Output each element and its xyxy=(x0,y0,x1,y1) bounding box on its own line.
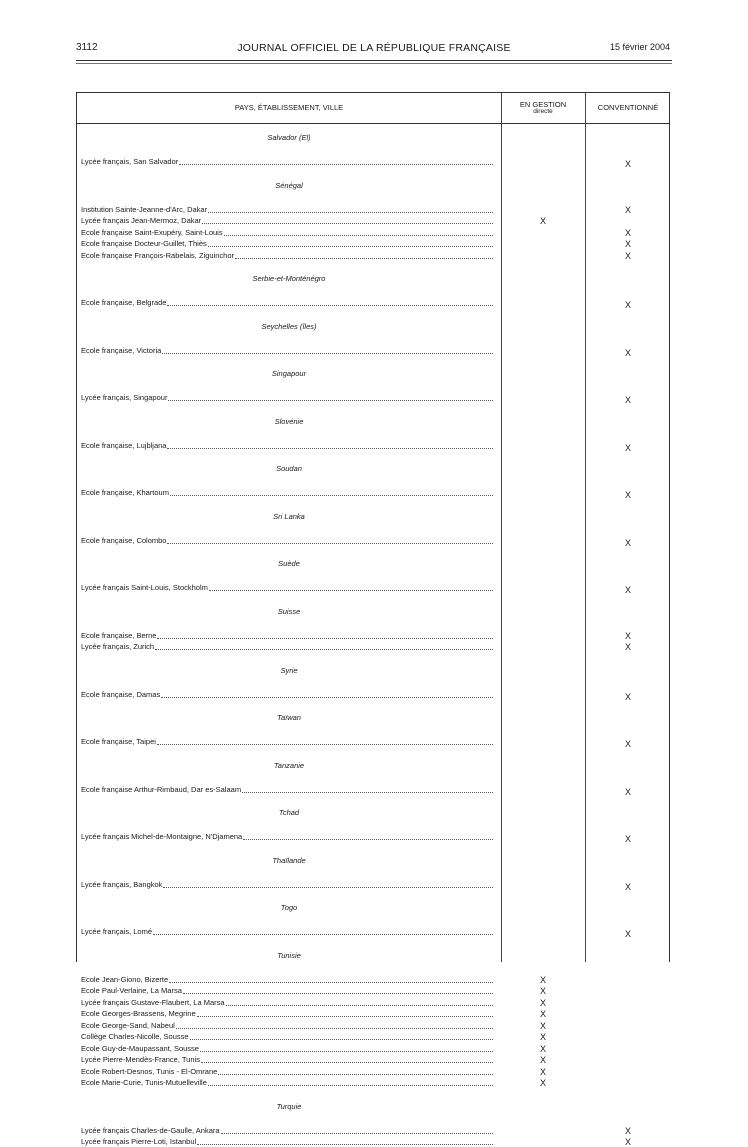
gestion-directe-mark: X xyxy=(539,216,546,226)
dot-leader xyxy=(162,353,493,354)
establishment-row xyxy=(81,345,493,356)
dot-leader xyxy=(179,164,493,165)
conventionne-mark: X xyxy=(624,300,631,310)
dot-leader xyxy=(209,590,493,591)
establishment-name: Ecole Marie-Curie, Tunis-Mutuelleville xyxy=(81,1078,207,1087)
establishment-row xyxy=(81,440,493,451)
country-heading: Taïwan xyxy=(277,713,301,722)
establishment-row xyxy=(81,215,493,226)
establishment-row xyxy=(81,1136,493,1147)
dot-leader xyxy=(201,1062,493,1063)
establishment-row xyxy=(81,156,493,167)
dot-leader xyxy=(208,246,493,247)
country-heading: Tanzanie xyxy=(273,760,305,770)
dot-leader xyxy=(202,223,493,224)
establishment-row xyxy=(81,1125,493,1136)
establishment-name: Ecole française, Lujbljana xyxy=(81,440,167,450)
establishment-name: Ecole française, Damas xyxy=(81,689,161,699)
dot-leader xyxy=(157,638,493,639)
conventionne-mark: X xyxy=(624,442,631,453)
establishment-row xyxy=(81,392,493,403)
conventionne-mark: X xyxy=(624,834,631,844)
establishment-name: Lycée français Saint-Louis, Stockholm xyxy=(81,583,208,592)
dot-leader xyxy=(235,258,493,259)
conventionne-mark: X xyxy=(624,239,631,249)
page-number: 3112 xyxy=(76,42,98,53)
establishment-name: Ecole Georges-Brassens, Megrine xyxy=(81,1009,196,1018)
dot-leader xyxy=(226,1005,493,1006)
header-rule xyxy=(76,60,672,61)
establishment-row xyxy=(81,974,493,985)
dot-leader xyxy=(157,744,493,745)
dot-leader xyxy=(161,697,493,698)
establishment-row xyxy=(81,630,493,641)
establishment-row xyxy=(81,204,493,215)
dot-leader xyxy=(167,543,493,544)
country-heading: Slovénie xyxy=(274,416,304,426)
dot-leader xyxy=(242,792,493,793)
establishment-name: Ecole française, Victoria xyxy=(81,345,162,355)
establishment-name: Lycée français, Zurich xyxy=(81,642,155,651)
establishment-name: Lycée français Jean-Mermoz, Dakar xyxy=(81,216,202,225)
column-header-conventionne: CONVENTIONNÉ xyxy=(597,103,659,113)
gestion-directe-mark: X xyxy=(539,1009,546,1019)
establishment-row xyxy=(81,985,493,996)
gestion-directe-mark: X xyxy=(539,974,546,985)
establishment-row xyxy=(81,582,493,593)
establishment-name: Lycée français, Singapour xyxy=(81,393,168,402)
dot-leader xyxy=(163,887,493,888)
establishment-name: Ecole Jean-Giono, Bizerte xyxy=(81,974,169,984)
gestion-directe-mark: X xyxy=(539,986,546,996)
establishment-row xyxy=(81,1077,493,1088)
conventionne-mark: X xyxy=(624,929,631,939)
establishment-name: Ecole française François-Rabelais, Ziguinchor xyxy=(81,250,234,260)
gestion-directe-mark: X xyxy=(539,1020,546,1031)
country-heading: Tunisie xyxy=(277,950,301,960)
gestion-directe-mark: X xyxy=(539,1055,546,1065)
establishment-name: Ecole Guy-de-Maupassant, Sousse xyxy=(81,1043,199,1053)
country-heading: Tchad xyxy=(278,808,300,817)
establishment-name: Lycée Pierre-Mendès-France, Tunis xyxy=(81,1055,200,1064)
establishment-row xyxy=(81,736,493,747)
country-heading: Suisse xyxy=(277,606,301,616)
dot-leader xyxy=(167,305,493,306)
column-header-gestion xyxy=(501,93,585,123)
country-heading: Turquie xyxy=(276,1101,302,1111)
country-heading: Sri Lanka xyxy=(273,511,305,521)
conventionne-mark: X xyxy=(624,1137,631,1147)
country-heading: Seychelles (îles) xyxy=(261,321,317,331)
conventionne-mark: X xyxy=(624,630,631,641)
conventionne-mark: X xyxy=(624,881,631,892)
country-heading: Thaïlande xyxy=(272,855,306,865)
country-heading: Salvador (El) xyxy=(267,133,311,142)
dot-leader xyxy=(221,1133,493,1134)
country-heading: Suède xyxy=(278,559,300,568)
conventionne-mark: X xyxy=(624,537,631,548)
dot-leader xyxy=(169,982,493,983)
header-rule-secondary xyxy=(76,63,672,64)
establishment-name: Institution Sainte-Jeanne-d'Arc, Dakar xyxy=(81,204,208,214)
establishment-name: Ecole française, Khartoum xyxy=(81,488,169,497)
journal-title: JOURNAL OFFICIEL DE LA RÉPUBLIQUE FRANÇAISE xyxy=(237,42,511,54)
country-heading: Serbie-et-Monténégro xyxy=(252,274,326,283)
column-divider-gestion xyxy=(501,93,502,962)
column-divider-conventionne xyxy=(585,93,586,962)
conventionne-mark: X xyxy=(624,204,631,215)
establishment-row xyxy=(81,227,493,238)
conventionne-mark: X xyxy=(624,585,631,595)
column-header-gestion-line2: directe xyxy=(533,107,553,115)
establishment-name: Lycée français Michel-de-Montaigne, N'Djamena xyxy=(81,832,243,841)
table-header-row xyxy=(77,93,669,124)
establishment-row xyxy=(81,250,493,261)
conventionne-mark: X xyxy=(624,739,631,749)
dot-leader xyxy=(155,649,493,650)
establishment-row xyxy=(81,831,493,842)
establishment-name: Lycée français, Lomé xyxy=(81,927,153,936)
establishment-row xyxy=(81,487,493,498)
establishment-name: Lycée français Charles-de-Gaulle, Ankara xyxy=(81,1125,220,1135)
conventionne-mark: X xyxy=(624,691,631,702)
establishment-name: Ecole française Docteur-Guillet, Thiès xyxy=(81,239,207,248)
establishment-name: Ecole française Arthur-Rimbaud, Dar es-Salaam xyxy=(81,784,242,794)
conventionne-mark: X xyxy=(624,786,631,797)
establishment-row xyxy=(81,1008,493,1019)
dot-leader xyxy=(218,1074,493,1075)
conventionne-mark: X xyxy=(624,395,631,405)
establishment-row xyxy=(81,1020,493,1031)
establishment-name: Ecole française, Berne xyxy=(81,630,157,640)
country-heading: Togo xyxy=(280,903,298,912)
dot-leader xyxy=(224,235,493,236)
conventionne-mark: X xyxy=(624,250,631,261)
establishment-row xyxy=(81,238,493,249)
gestion-directe-mark: X xyxy=(539,1043,546,1054)
dot-leader xyxy=(170,495,493,496)
column-header-establishment: PAYS, ÉTABLISSEMENT, VILLE xyxy=(234,103,344,113)
country-heading: Singapour xyxy=(271,369,307,378)
dot-leader xyxy=(153,934,493,935)
conventionne-mark: X xyxy=(624,1125,631,1136)
dot-leader xyxy=(176,1028,493,1029)
conventionne-mark: X xyxy=(624,159,631,169)
establishment-row xyxy=(81,784,493,795)
gestion-directe-mark: X xyxy=(539,1066,546,1077)
establishment-name: Collège Charles-Nicolle, Sousse xyxy=(81,1032,189,1041)
establishment-row xyxy=(81,297,493,308)
country-heading: Sénégal xyxy=(275,180,303,190)
establishment-row xyxy=(81,1066,493,1077)
conventionne-mark: X xyxy=(624,227,631,238)
establishment-row xyxy=(81,1031,493,1042)
dot-leader xyxy=(208,1085,493,1086)
column-header-gestion-line1: EN GESTION xyxy=(519,99,567,109)
dot-leader xyxy=(197,1016,493,1017)
publication-date: 15 février 2004 xyxy=(609,42,670,52)
establishment-row xyxy=(81,641,493,652)
establishment-name: Ecole Robert-Desnos, Tunis - El-Omrane xyxy=(81,1066,218,1076)
gestion-directe-mark: X xyxy=(539,1078,546,1088)
establishment-name: Ecole française, Colombo xyxy=(81,535,167,545)
establishment-row xyxy=(81,1054,493,1065)
establishment-name: Ecole française, Belgrade xyxy=(81,298,167,307)
dot-leader xyxy=(200,1051,493,1052)
establishment-row xyxy=(81,1043,493,1054)
establishment-name: Lycée français Pierre-Loti, Istanbul xyxy=(81,1137,197,1146)
establishment-name: Ecole française, Taipei xyxy=(81,737,156,746)
dot-leader xyxy=(183,993,493,994)
conventionne-mark: X xyxy=(624,490,631,500)
country-heading: Syrie xyxy=(280,665,298,675)
establishment-row xyxy=(81,535,493,546)
establishment-row xyxy=(81,926,493,937)
establishment-name: Ecole George-Sand, Nabeul xyxy=(81,1020,175,1030)
country-heading: Soudan xyxy=(276,464,302,473)
establishment-row xyxy=(81,689,493,700)
establishments-table xyxy=(76,92,670,1147)
gestion-directe-mark: X xyxy=(539,997,546,1008)
dot-leader xyxy=(208,212,493,213)
establishment-name: Lycée français Gustave-Flaubert, La Marsa xyxy=(81,997,225,1007)
establishment-name: Ecole Paul-Verlaine, La Marsa xyxy=(81,986,182,995)
dot-leader xyxy=(190,1039,493,1040)
gestion-directe-mark: X xyxy=(539,1032,546,1042)
establishment-name: Lycée français, Bangkok xyxy=(81,879,163,889)
conventionne-mark: X xyxy=(624,642,631,652)
dot-leader xyxy=(197,1144,493,1145)
establishment-row xyxy=(81,997,493,1008)
establishment-name: Ecole française Saint-Exupéry, Saint-Louis xyxy=(81,227,223,237)
establishment-row xyxy=(81,879,493,890)
dot-leader xyxy=(167,448,493,449)
conventionne-mark: X xyxy=(624,347,631,358)
dot-leader xyxy=(243,839,493,840)
dot-leader xyxy=(168,400,493,401)
establishment-name: Lycée français, San Salvador xyxy=(81,157,179,166)
